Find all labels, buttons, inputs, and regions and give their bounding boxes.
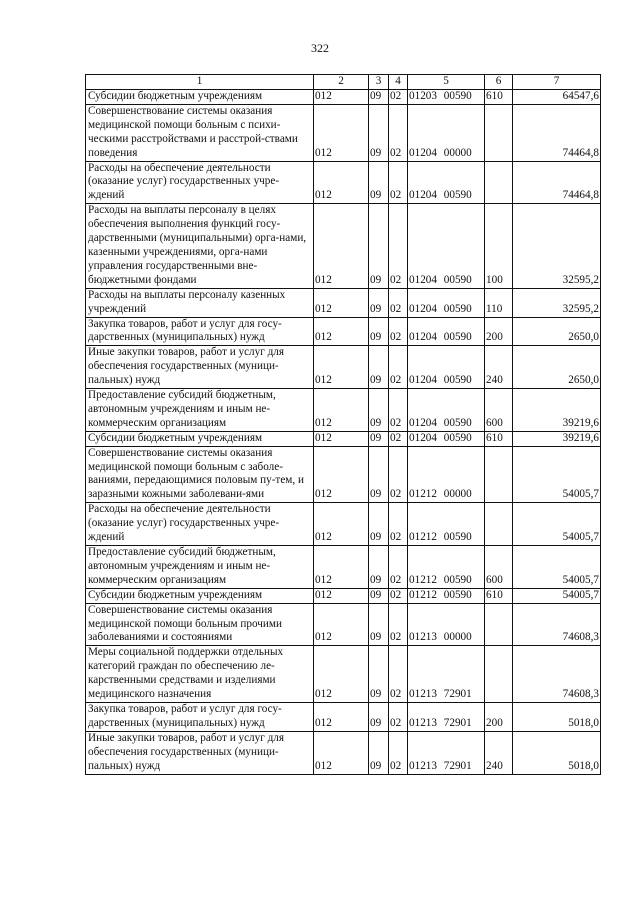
row-expense-type-cell: 200 [485, 702, 513, 731]
row-amount-cell: 74464,8 [513, 161, 601, 204]
row-ministry-code-cell: 012 [314, 346, 369, 389]
table-row [86, 731, 601, 774]
row-expense-type-cell [485, 646, 513, 703]
row-expense-type-cell [485, 161, 513, 204]
table-row [86, 389, 601, 432]
row-ministry-code-cell: 012 [314, 603, 369, 646]
row-section-cell: 09 [369, 731, 389, 774]
row-ministry-code-cell: 012 [314, 317, 369, 346]
table-row [86, 346, 601, 389]
row-section-cell: 09 [369, 503, 389, 546]
row-ministry-code-cell: 012 [314, 389, 369, 432]
table-row [86, 702, 601, 731]
row-amount-cell: 74464,8 [513, 104, 601, 161]
row-ministry-code-cell: 012 [314, 702, 369, 731]
row-expense-type-cell: 110 [485, 288, 513, 317]
row-target-code-cell: 01212 00000 [408, 446, 485, 503]
row-amount-cell: 54005,7 [513, 503, 601, 546]
row-amount-cell: 5018,0 [513, 702, 601, 731]
row-target-code-cell: 01213 00000 [408, 603, 485, 646]
column-header-4: 4 [389, 75, 408, 90]
row-section-cell: 09 [369, 389, 389, 432]
row-ministry-code-cell: 012 [314, 204, 369, 288]
row-target-code-cell: 01212 00590 [408, 588, 485, 603]
row-subsection-cell: 02 [389, 588, 408, 603]
row-name-cell: Закупка товаров, работ и услуг для госу-дарственных (муниципальных) нужд [86, 702, 314, 731]
row-target-code-cell: 01204 00590 [408, 161, 485, 204]
row-name-cell: Предоставление субсидий бюджетным, автономным учреждениям и иным не-коммерческим организациям [86, 546, 314, 589]
table-row [86, 288, 601, 317]
row-section-cell: 09 [369, 161, 389, 204]
table-row [86, 161, 601, 204]
table-row [86, 546, 601, 589]
row-amount-cell: 74608,3 [513, 646, 601, 703]
row-section-cell: 09 [369, 90, 389, 105]
row-expense-type-cell [485, 446, 513, 503]
row-target-code-cell: 01204 00590 [408, 317, 485, 346]
row-ministry-code-cell: 012 [314, 731, 369, 774]
row-expense-type-cell: 200 [485, 317, 513, 346]
row-subsection-cell: 02 [389, 503, 408, 546]
row-section-cell: 09 [369, 104, 389, 161]
row-ministry-code-cell: 012 [314, 646, 369, 703]
row-target-code-cell: 01212 00590 [408, 546, 485, 589]
row-amount-cell: 5018,0 [513, 731, 601, 774]
row-target-code-cell: 01204 00590 [408, 431, 485, 446]
table-header-row [86, 75, 601, 90]
row-subsection-cell: 02 [389, 389, 408, 432]
row-subsection-cell: 02 [389, 731, 408, 774]
row-amount-cell: 2650,0 [513, 317, 601, 346]
row-name-cell: Предоставление субсидий бюджетным, автономным учреждениям и иным не-коммерческим организациям [86, 389, 314, 432]
row-target-code-cell: 01213 72901 [408, 646, 485, 703]
column-header-6: 6 [485, 75, 513, 90]
row-subsection-cell: 02 [389, 702, 408, 731]
page-number: 322 [311, 41, 329, 55]
table-row [86, 204, 601, 288]
row-subsection-cell: 02 [389, 90, 408, 105]
row-expense-type-cell: 610 [485, 90, 513, 105]
table-row [86, 503, 601, 546]
row-expense-type-cell [485, 104, 513, 161]
row-subsection-cell: 02 [389, 431, 408, 446]
row-name-cell: Закупка товаров, работ и услуг для госу-дарственных (муниципальных) нужд [86, 317, 314, 346]
budget-table [85, 74, 601, 775]
row-amount-cell: 54005,7 [513, 546, 601, 589]
row-ministry-code-cell: 012 [314, 446, 369, 503]
row-subsection-cell: 02 [389, 317, 408, 346]
row-subsection-cell: 02 [389, 104, 408, 161]
row-expense-type-cell: 240 [485, 731, 513, 774]
row-ministry-code-cell: 012 [314, 161, 369, 204]
row-section-cell: 09 [369, 603, 389, 646]
row-subsection-cell: 02 [389, 204, 408, 288]
row-target-code-cell: 01213 72901 [408, 702, 485, 731]
row-amount-cell: 74608,3 [513, 603, 601, 646]
row-subsection-cell: 02 [389, 446, 408, 503]
table-row [86, 90, 601, 105]
row-target-code-cell: 01203 00590 [408, 90, 485, 105]
row-expense-type-cell: 100 [485, 204, 513, 288]
row-name-cell: Расходы на выплаты персоналу в целях обеспечения выполнения функций госу-дарственными (муниципальными) орга-нами, казенными учреждениями, орга-нами управления государственными вне-бюджетными фондами [86, 204, 314, 288]
row-name-cell: Расходы на обеспечение деятельности (оказание услуг) государственных учре-ждений [86, 161, 314, 204]
row-expense-type-cell: 610 [485, 588, 513, 603]
row-name-cell: Субсидии бюджетным учреждениям [86, 90, 314, 105]
row-ministry-code-cell: 012 [314, 503, 369, 546]
row-target-code-cell: 01204 00590 [408, 389, 485, 432]
row-target-code-cell: 01213 72901 [408, 731, 485, 774]
row-expense-type-cell: 610 [485, 431, 513, 446]
table-row [86, 603, 601, 646]
row-name-cell: Субсидии бюджетным учреждениям [86, 588, 314, 603]
row-section-cell: 09 [369, 346, 389, 389]
row-amount-cell: 32595,2 [513, 288, 601, 317]
row-amount-cell: 39219,6 [513, 431, 601, 446]
row-amount-cell: 64547,6 [513, 90, 601, 105]
row-name-cell: Иные закупки товаров, работ и услуг для обеспечения государственных (муници-пальных) нужд [86, 731, 314, 774]
row-subsection-cell: 02 [389, 346, 408, 389]
row-expense-type-cell: 600 [485, 546, 513, 589]
row-section-cell: 09 [369, 204, 389, 288]
table-row [86, 431, 601, 446]
row-subsection-cell: 02 [389, 546, 408, 589]
row-ministry-code-cell: 012 [314, 104, 369, 161]
row-name-cell: Совершенствование системы оказания медицинской помощи больным с заболе-ваниями, передающимися половым пу-тем, и заразными кожными заболевани-ями [86, 446, 314, 503]
table-row [86, 446, 601, 503]
row-section-cell: 09 [369, 702, 389, 731]
row-name-cell: Расходы на выплаты персоналу казенных учреждений [86, 288, 314, 317]
row-ministry-code-cell: 012 [314, 90, 369, 105]
row-amount-cell: 39219,6 [513, 389, 601, 432]
row-expense-type-cell [485, 603, 513, 646]
column-header-2: 2 [314, 75, 369, 90]
row-amount-cell: 2650,0 [513, 346, 601, 389]
row-amount-cell: 54005,7 [513, 588, 601, 603]
row-name-cell: Иные закупки товаров, работ и услуг для обеспечения государственных (муници-пальных) нужд [86, 346, 314, 389]
row-expense-type-cell: 240 [485, 346, 513, 389]
table-row [86, 104, 601, 161]
column-header-3: 3 [369, 75, 389, 90]
row-section-cell: 09 [369, 317, 389, 346]
row-section-cell: 09 [369, 588, 389, 603]
row-name-cell: Меры социальной поддержки отдельных категорий граждан по обеспечению ле-карственными средствами и изделиями медицинского назначения [86, 646, 314, 703]
row-subsection-cell: 02 [389, 161, 408, 204]
row-name-cell: Расходы на обеспечение деятельности (оказание услуг) государственных учре-ждений [86, 503, 314, 546]
row-subsection-cell: 02 [389, 646, 408, 703]
column-header-1: 1 [86, 75, 314, 90]
row-section-cell: 09 [369, 431, 389, 446]
row-ministry-code-cell: 012 [314, 588, 369, 603]
table-row [86, 588, 601, 603]
row-section-cell: 09 [369, 288, 389, 317]
row-amount-cell: 54005,7 [513, 446, 601, 503]
row-ministry-code-cell: 012 [314, 288, 369, 317]
row-name-cell: Субсидии бюджетным учреждениям [86, 431, 314, 446]
row-amount-cell: 32595,2 [513, 204, 601, 288]
row-target-code-cell: 01204 00590 [408, 288, 485, 317]
column-header-7: 7 [513, 75, 601, 90]
row-section-cell: 09 [369, 446, 389, 503]
column-header-5: 5 [408, 75, 485, 90]
row-ministry-code-cell: 012 [314, 431, 369, 446]
row-expense-type-cell [485, 503, 513, 546]
row-name-cell: Совершенствование системы оказания медицинской помощи больным прочими заболеваниями и состояниями [86, 603, 314, 646]
row-expense-type-cell: 600 [485, 389, 513, 432]
row-target-code-cell: 01212 00590 [408, 503, 485, 546]
row-subsection-cell: 02 [389, 288, 408, 317]
table-body [86, 90, 601, 775]
row-target-code-cell: 01204 00590 [408, 346, 485, 389]
row-target-code-cell: 01204 00590 [408, 204, 485, 288]
table-row [86, 317, 601, 346]
row-name-cell: Совершенствование системы оказания медицинской помощи больным с психи-ческими расстройствами и расстрой-ствами поведения [86, 104, 314, 161]
table-row [86, 646, 601, 703]
row-section-cell: 09 [369, 646, 389, 703]
row-target-code-cell: 01204 00000 [408, 104, 485, 161]
row-subsection-cell: 02 [389, 603, 408, 646]
row-ministry-code-cell: 012 [314, 546, 369, 589]
row-section-cell: 09 [369, 546, 389, 589]
